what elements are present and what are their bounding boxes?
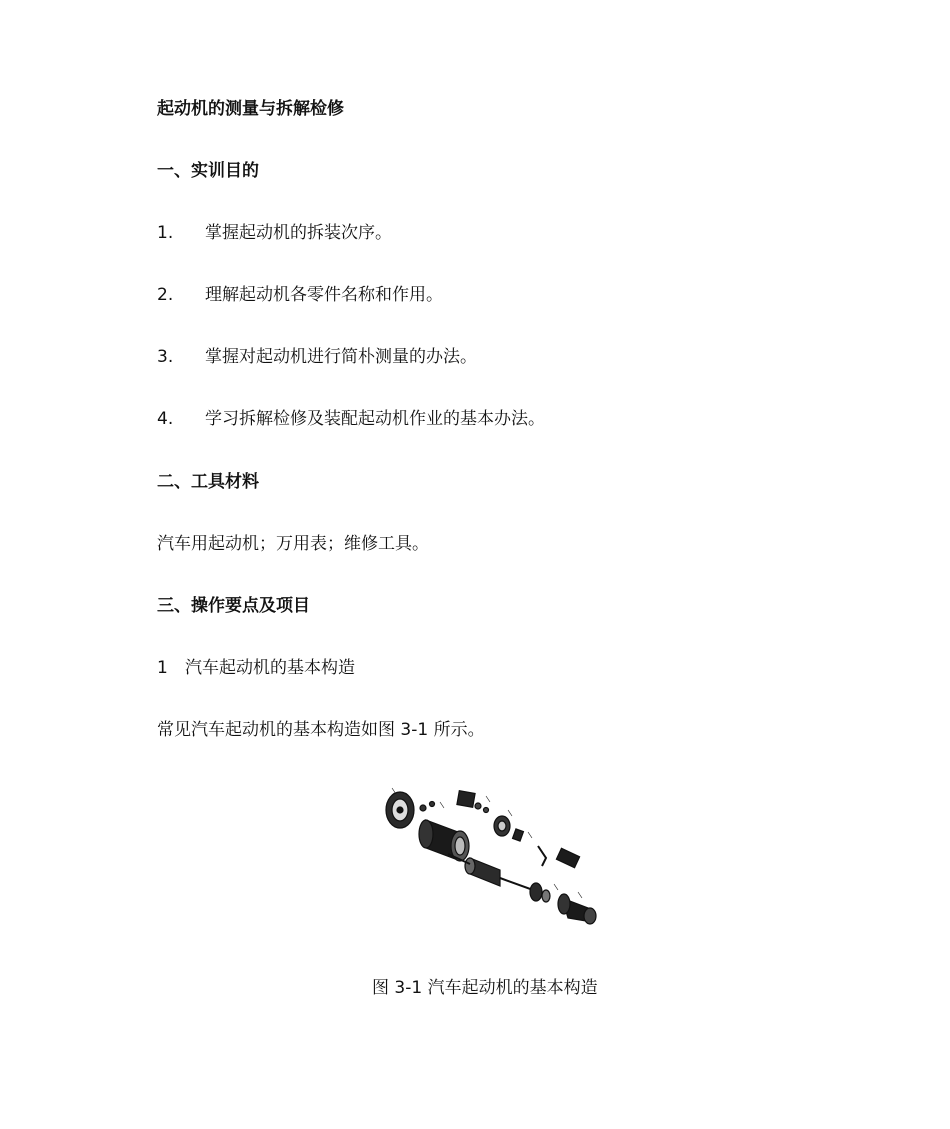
list-item (157, 408, 545, 430)
list-item-text: 理解起动机各零件名称和作用。 (205, 285, 443, 305)
section3-intro: 常见汽车起动机的基本构造如图 3-1 所示。 (157, 720, 485, 740)
subsection-number: 1 (157, 658, 168, 678)
section2-body: 汽车用起动机；万用表；维修工具。 (157, 534, 429, 554)
list-item-text: 学习拆解检修及装配起动机作业的基本办法。 (205, 409, 545, 429)
section3-heading: 三、操作要点及项目 (157, 596, 310, 616)
document-title: 起动机的测量与拆解检修 (157, 99, 344, 119)
list-item-number: 1. (157, 223, 174, 243)
figure-caption: 图 3-1 汽车起动机的基本构造 (372, 978, 598, 998)
list-item-text: 掌握起动机的拆装次序。 (205, 223, 392, 243)
subsection-heading (157, 657, 355, 679)
subsection-text: 汽车起动机的基本构造 (185, 658, 355, 678)
list-item (157, 222, 392, 244)
list-item-text: 掌握对起动机进行简朴测量的办法。 (205, 347, 477, 367)
list-item (157, 346, 477, 368)
list-item (157, 284, 443, 306)
section2-heading: 二、工具材料 (157, 472, 259, 492)
list-item-number: 2. (157, 285, 174, 305)
section1-heading: 一、实训目的 (157, 161, 259, 181)
starter-exploded-diagram (378, 780, 608, 940)
list-item-number: 4. (157, 409, 174, 429)
list-item-number: 3. (157, 347, 174, 367)
